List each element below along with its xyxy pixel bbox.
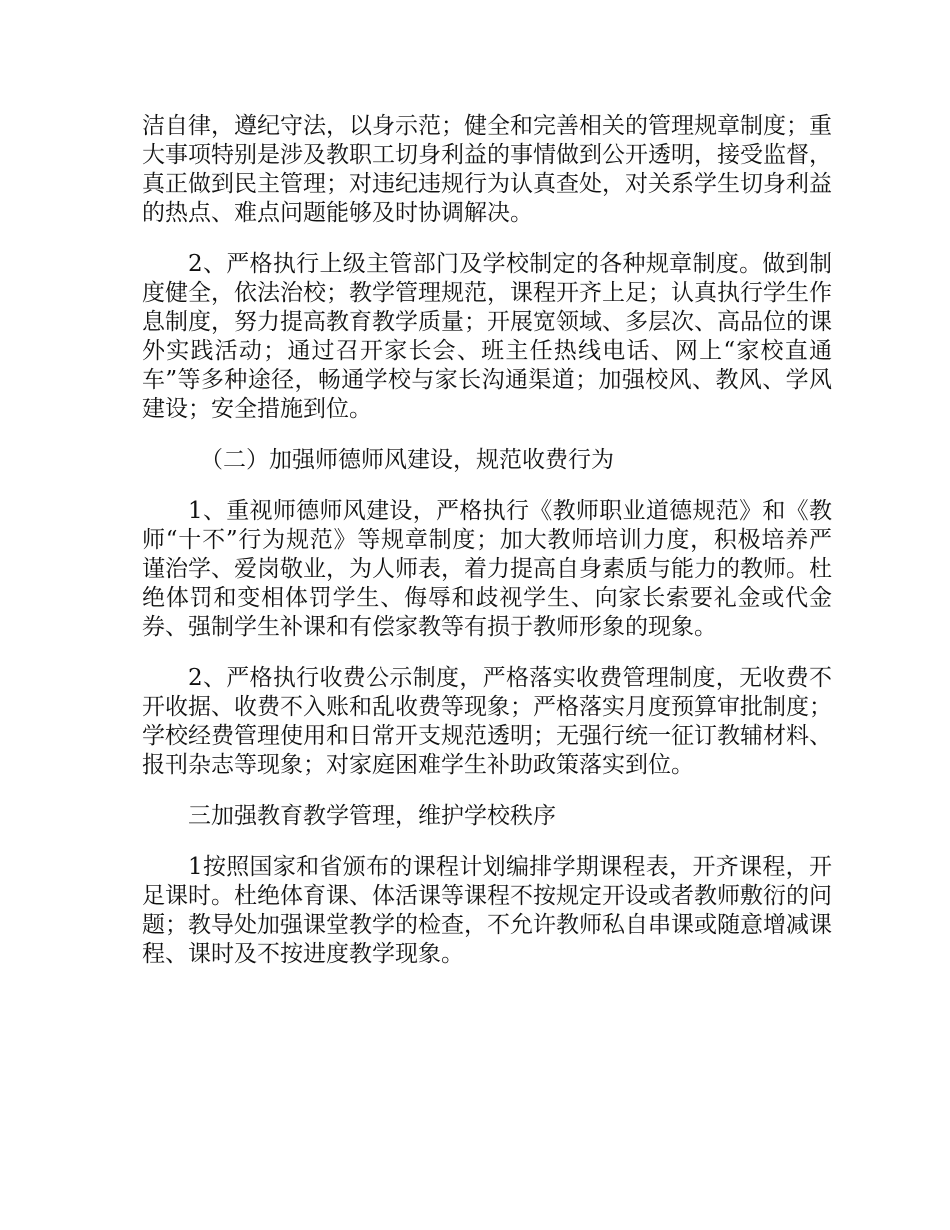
paragraph-spacer: [142, 475, 832, 497]
paragraph-spacer: [142, 228, 832, 250]
paragraph-teacher-ethics: 1、重视师德师风建设，严格执行《教师职业道德规范》和《教师“十不”行为规范》等规章制度；加大教师培训力度，积极培养严谨治学、爱岗敬业，为人师表，着力提高自身素质与能力的教师。杜绝体罚和变相体罚学生、侮辱和歧视学生、向家长索要礼金或代金券、强制学生补课和有偿家教等有损于教师形象的现象。: [142, 498, 832, 640]
section-heading-ethics: （二）加强师德师风建设，规范收费行为: [200, 447, 614, 473]
document-body: [142, 112, 832, 969]
paragraph-curriculum: 1按照国家和省颁布的课程计划编排学期课程表，开齐课程，开足课时。杜绝体育课、体活课等课程不按规定开设或者教师敷衍的问题；教导处加强课堂教学的检查，不允许教师私自串课或随意增减课程、课时及不按进度教学现象。: [142, 854, 832, 967]
paragraph-spacer: [142, 780, 832, 802]
paragraph-spacer: [142, 642, 832, 664]
paragraph-spacer: [142, 831, 832, 853]
paragraph-fees: 2、严格执行收费公示制度，严格落实收费管理制度，无收费不开收据、收费不入账和乱收费等现象；严格落实月度预算审批制度；学校经费管理使用和日常开支规范透明；无强行统一征订教辅材料、报刊杂志等现象；对家庭困难学生补助政策落实到位。: [142, 665, 832, 778]
paragraph-continuation: 洁自律，遵纪守法，以身示范；健全和完善相关的管理规章制度；重大事项特别是涉及教职工切身利益的事情做到公开透明，接受监督，真正做到民主管理；对违纪违规行为认真查处，对关系学生切身利益的热点、难点问题能够及时协调解决。: [142, 113, 832, 226]
paragraph-regulations: 2、严格执行上级主管部门及学校制定的各种规章制度。做到制度健全，依法治校；教学管理规范，课程开齐上足；认真执行学生作息制度，努力提高教育教学质量；开展宽领域、多层次、高品位的课外实践活动；通过召开家长会、班主任热线电话、网上“家校直通车”等多种途径，畅通学校与家长沟通渠道；加强校风、教风、学风建设；安全措施到位。: [142, 251, 832, 422]
paragraph-spacer: [142, 424, 832, 446]
section-heading-teaching: 三加强教育教学管理，维护学校秩序: [188, 803, 556, 829]
